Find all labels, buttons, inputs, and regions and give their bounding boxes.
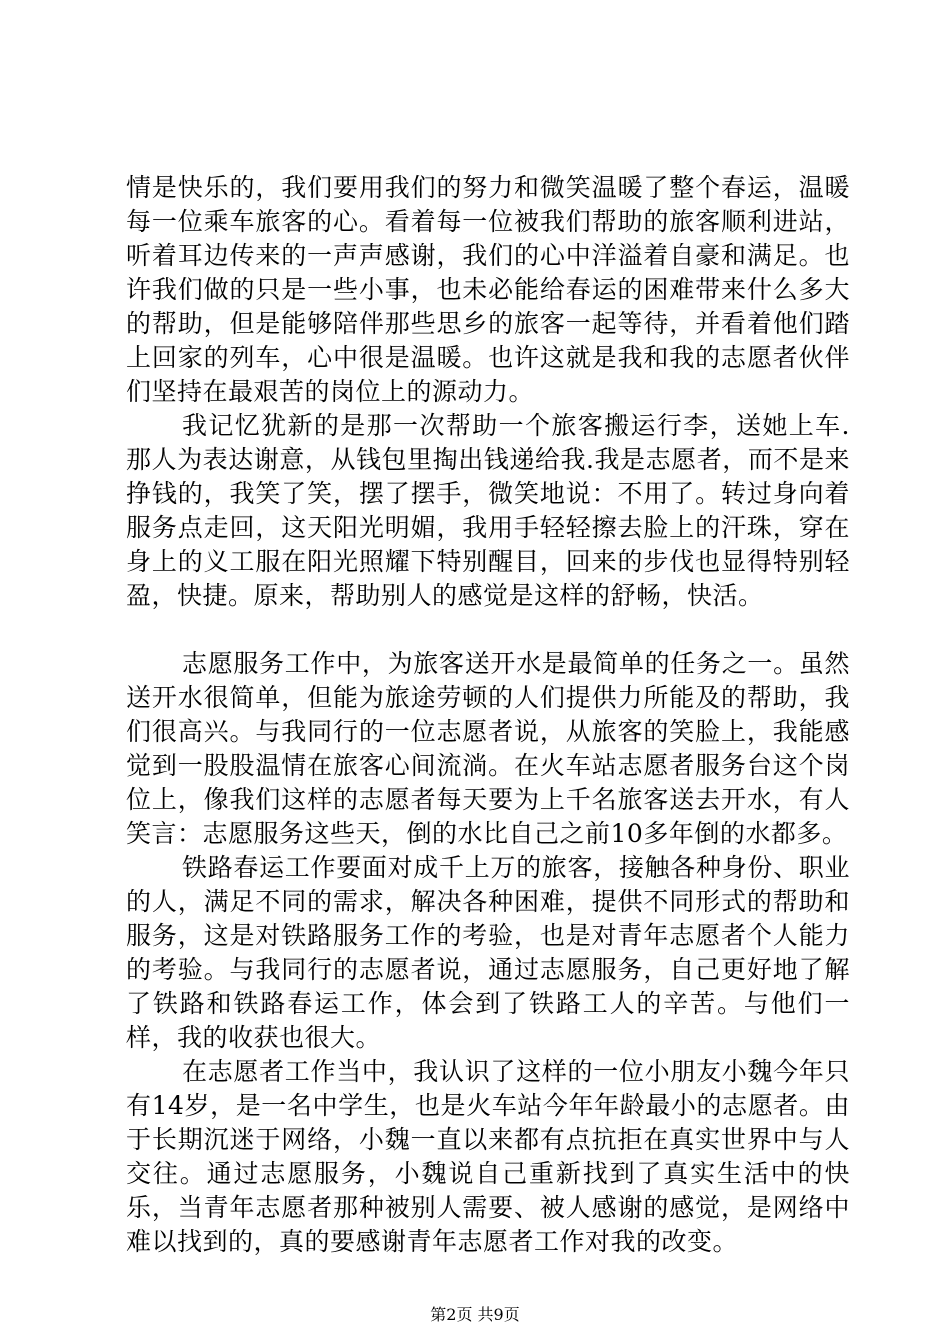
- paragraph-continued: 情是快乐的，我们要用我们的努力和微笑温暖了整个春运，温暖每一位乘车旅客的心。看着每一位被我们帮助的旅客顺利进站，听着耳边传来的一声声感谢，我们的心中洋溢着自豪和满足。也许我们做的只是一些小事，也未必能给春运的困难带来什么多大的帮助，但是能够陪伴那些思乡的旅客一起等待，并看着他们踏上回家的列车，心中很是温暖。也许这就是我和我的志愿者伙伴们坚持在最艰苦的岗位上的源动力。: [126, 173, 850, 406]
- paragraph-hot-water: 志愿服务工作中，为旅客送开水是最简单的任务之一。虽然送开水很简单，但能为旅途劳顿的人们提供力所能及的帮助，我们很高兴。与我同行的一位志愿者说，从旅客的笑脸上，我能感觉到一股股温情在旅客心间流淌。在火车站志愿者服务台这个岗位上，像我们这样的志愿者每天要为上千名旅客送去开水，有人笑言：志愿服务这些天，倒的水比自己之前10多年倒的水都多。: [126, 649, 850, 848]
- paragraph-railway-work: 铁路春运工作要面对成千上万的旅客，接触各种身份、职业的人，满足不同的需求，解决各种困难，提供不同形式的帮助和服务，这是对铁路服务工作的考验，也是对青年志愿者个人能力的考验。与我同行的志愿者说，通过志愿服务，自己更好地了解了铁路和铁路春运工作，体会到了铁路工人的辛苦。与他们一样，我的收获也很大。: [126, 853, 850, 1052]
- body-text: [126, 171, 850, 1259]
- paragraph-xiao-wei: 在志愿者工作当中，我认识了这样的一位小朋友小魏今年只有14岁，是一名中学生，也是火车站今年年龄最小的志愿者。由于长期沉迷于网络，小魏一直以来都有点抗拒在真实世界中与人交往。通过志愿服务，小魏说自己重新找到了真实生活中的快乐，当青年志愿者那种被别人需要、被人感谢的感觉，是网络中难以找到的，真的要感谢青年志愿者工作对我的改变。: [126, 1057, 850, 1256]
- paragraph-gap: [126, 613, 850, 647]
- page-number-footer: 第2页 共9页: [430, 1305, 520, 1324]
- paragraph-luggage-story: 我记忆犹新的是那一次帮助一个旅客搬运行李，送她上车.那人为表达谢意，从钱包里掏出钱递给我.我是志愿者，而不是来挣钱的，我笑了笑，摆了摆手，微笑地说：不用了。转过身向着服务点走回，这天阳光明媚，我用手轻轻擦去脸上的汗珠，穿在身上的义工服在阳光照耀下特别醒目，回来的步伐也显得特别轻盈，快捷。原来，帮助别人的感觉是这样的舒畅，快活。: [126, 411, 850, 610]
